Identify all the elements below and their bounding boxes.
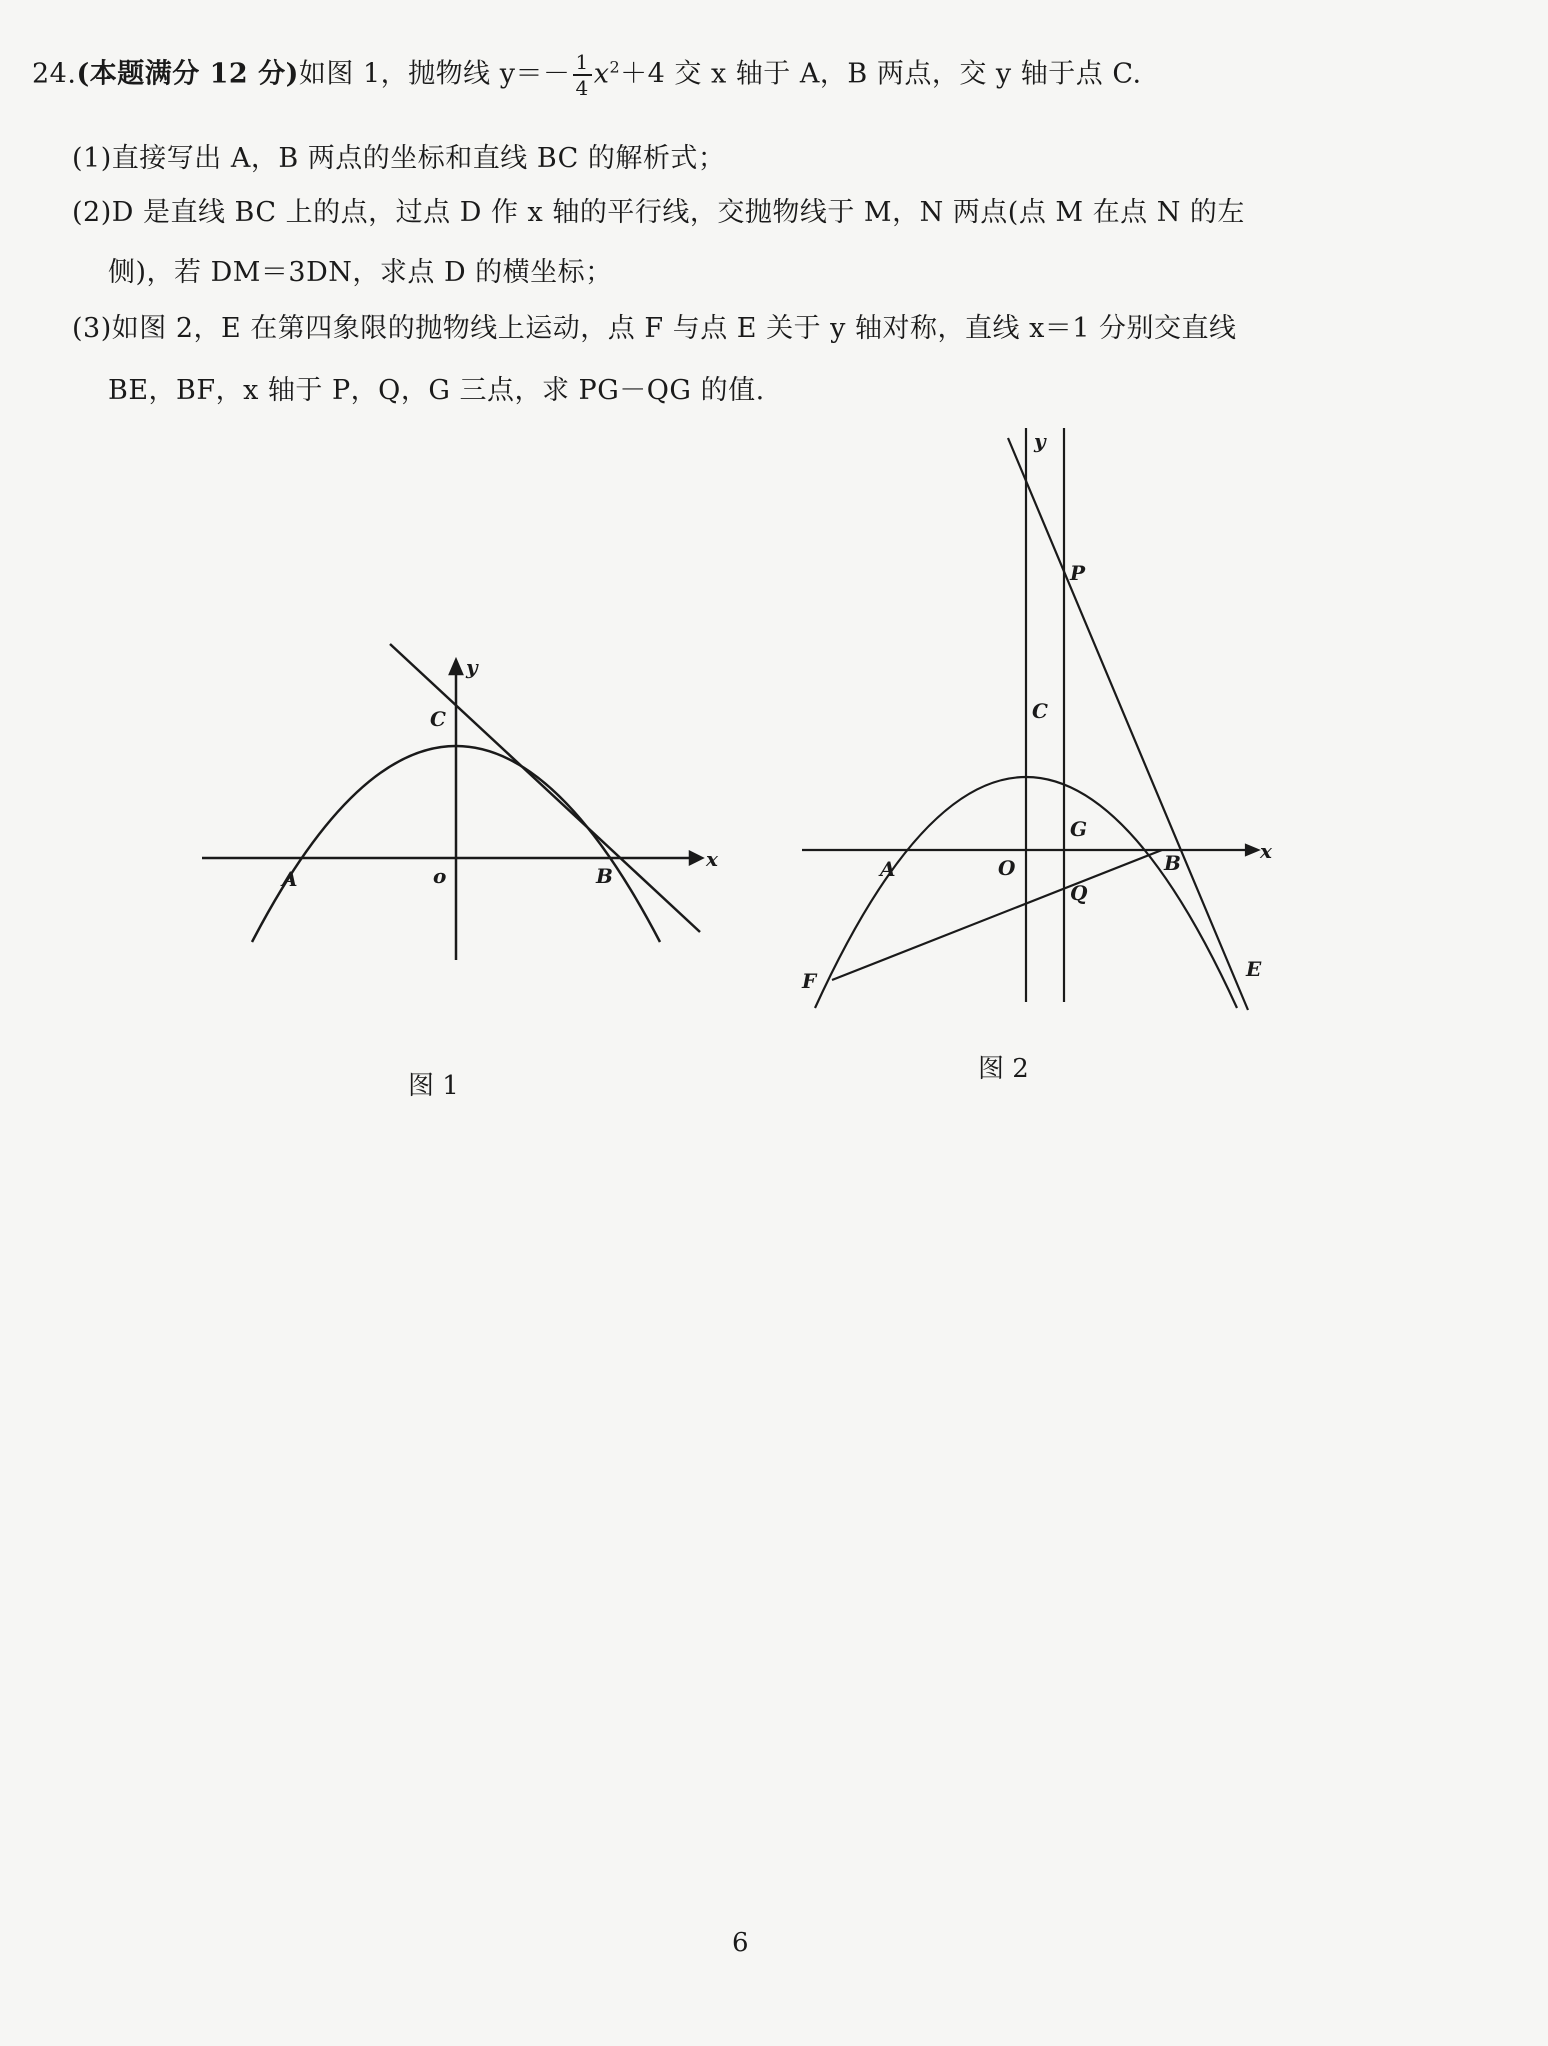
fig2-label-p: P <box>1070 561 1086 585</box>
part-2-line-a: (2)D 是直线 BC 上的点，过点 D 作 x 轴的平行线，交抛物线于 M，N 两点(点 M 在点 N 的左 <box>72 197 1245 228</box>
fig2-label-a: A <box>880 857 896 881</box>
fig2-line-be <box>1008 438 1248 1010</box>
fig2-label-e: E <box>1246 957 1262 981</box>
fig2-label-x: x <box>1260 839 1272 863</box>
fig2-label-c: C <box>1032 699 1048 723</box>
fraction-numerator: 1 <box>573 50 592 76</box>
fig1-label-x: x <box>706 847 718 871</box>
page-number: 6 <box>732 1928 749 1958</box>
figure-2 <box>790 420 1290 1030</box>
problem-text-1: 如图 1，抛物线 y＝－ <box>298 58 571 90</box>
problem-number: 24. <box>32 58 77 90</box>
fig2-label-q: Q <box>1070 881 1088 905</box>
problem-line-1 <box>32 50 1142 100</box>
fig1-label-c: C <box>430 707 446 731</box>
fig2-x-arrow <box>1246 845 1258 855</box>
exponent: 2 <box>609 57 621 77</box>
fig1-label-o: o <box>433 864 447 888</box>
fig2-label-b: B <box>1164 851 1181 875</box>
part-2-line-b: 侧)，若 DM＝3DN，求点 D 的横坐标； <box>108 257 613 288</box>
problem-text-3: ＋4 交 x 轴于 A，B 两点，交 y 轴于点 C. <box>620 58 1142 90</box>
fig1-label-a: A <box>282 867 298 891</box>
fig2-label-y: y <box>1034 429 1046 453</box>
part-3-line-b: BE，BF，x 轴于 P，Q，G 三点，求 PG－QG 的值. <box>108 375 765 406</box>
part-1: (1)直接写出 A，B 两点的坐标和直线 BC 的解析式； <box>72 143 726 174</box>
problem-score: (本题满分 12 分) <box>76 58 299 90</box>
fig1-line-bc <box>390 644 700 932</box>
fig1-x-arrow <box>690 852 702 864</box>
figure-2-caption: 图 2 <box>978 1054 1029 1084</box>
fraction <box>573 50 592 100</box>
part-3-line-a: (3)如图 2，E 在第四象限的抛物线上运动，点 F 与点 E 关于 y 轴对称，直线 x＝1 分别交直线 <box>72 313 1237 344</box>
fig2-label-f: F <box>802 969 817 993</box>
fig2-label-g: G <box>1070 817 1088 841</box>
fig1-label-y: y <box>466 655 478 679</box>
fraction-denominator: 4 <box>575 76 589 100</box>
problem-text-2: x <box>593 58 610 90</box>
fig2-label-o: O <box>998 856 1016 880</box>
figure-1 <box>190 630 730 970</box>
fig1-label-b: B <box>596 864 613 888</box>
figure-1-caption: 图 1 <box>408 1071 459 1101</box>
fig1-y-arrow <box>450 660 462 674</box>
